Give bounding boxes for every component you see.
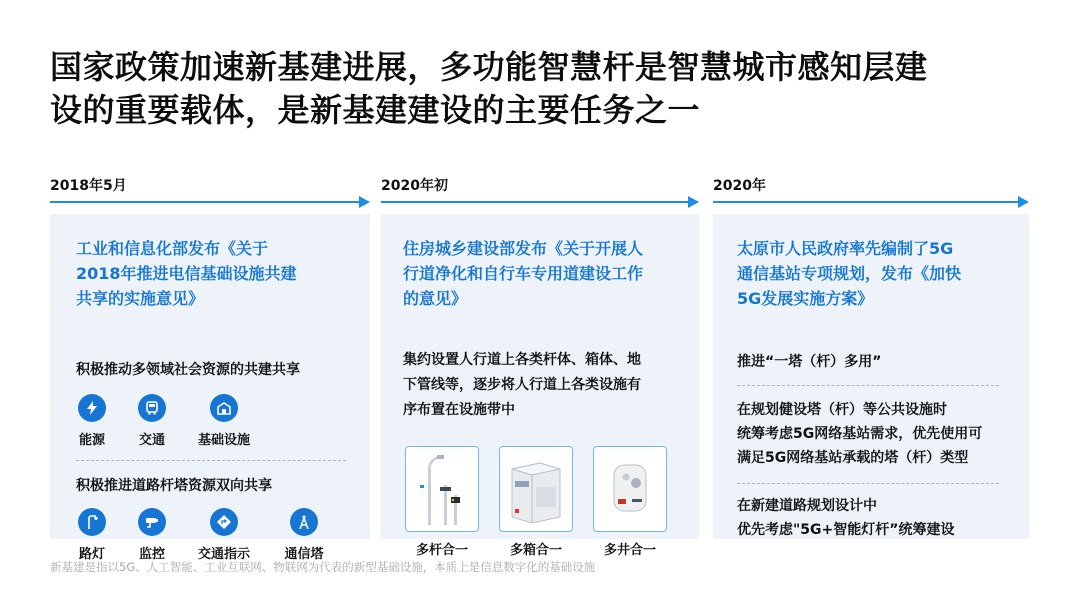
section-subtitle: 积极推动多领域社会资源的共建共享 [76, 362, 300, 378]
policy-title: 太原市人民政府率先编制了5G 通信基站专项规划，发布《加快 5G发展实施方案》 [737, 239, 962, 308]
policy-point: 在规划健设塔（杆）等公共设施时 统筹考虑5G网络基站需求，优先使用可 满足5G网络基站承载的塔（杆）类型 [737, 402, 983, 466]
footnote: 新基建是指以5G、人工智能、工业互联网、物联网为代表的新型基础设施，本质上是信息数字化的基础设施 [50, 560, 596, 574]
resource-item-traffic-sign: 交通指示 [196, 508, 252, 562]
policy-point: 在新建道路规划设计中 优先考虑"5G+智能灯杆”统筹建设 [737, 498, 955, 538]
infrastructure-icon [210, 394, 238, 422]
point-divider [737, 385, 999, 386]
section-subtitle: 积极推进道路杆塔资源双向共享 [76, 478, 272, 494]
tower-icon [290, 508, 318, 536]
product-multi-pole: 多杆合一 [405, 446, 479, 558]
resource-item-streetlight: 路灯 [76, 508, 108, 562]
policy-title: 工业和信息化部发布《关于 2018年推进电信基础设施共建 共享的实施意见》 [76, 239, 297, 308]
manhole-icon [593, 446, 667, 532]
traffic-icon [138, 394, 166, 422]
timeline-date: 2020年 [713, 178, 766, 194]
policy-body: 集约设置人行道上各类杆体、箱体、地 下管线等，逐步将人行道上各类设施有 序布置在设施带中 [403, 352, 641, 418]
page-title [50, 46, 1040, 132]
policy-card [50, 214, 370, 562]
title-line-2: 设的重要载体，是新基建建设的主要任务之一 [50, 91, 701, 129]
surveillance-icon [138, 508, 166, 536]
title-line-1: 国家政策加速新基建进展，多功能智慧杆是智慧城市感知层建 [50, 48, 928, 86]
timeline-date: 2020年初 [381, 178, 448, 194]
resource-item-surveillance: 监控 [136, 508, 168, 562]
timeline-arrow [381, 196, 699, 208]
policy-card [713, 214, 1029, 539]
policy-title: 住房城乡建设部发布《关于开展人 行道净化和自行车专用道建设工作 的意见》 [403, 239, 644, 308]
product-multi-manhole: 多井合一 [593, 446, 667, 558]
resource-item-traffic: 交通 [136, 394, 168, 448]
policy-card [381, 214, 699, 558]
point-divider [737, 483, 999, 484]
traffic-sign-icon [210, 508, 238, 536]
timeline-column-2018 [50, 176, 370, 562]
resource-item-energy: 能源 [76, 394, 108, 448]
timeline-date: 2018年5月 [50, 178, 127, 194]
cabinet-icon [499, 446, 573, 532]
timeline-column-2020 [713, 176, 1029, 539]
timeline-arrow [713, 196, 1029, 208]
streetlight-icon [78, 508, 106, 536]
section-divider [76, 460, 346, 461]
timeline-column-2020-early [381, 176, 699, 558]
timeline-arrow [50, 196, 370, 208]
smart-pole-icon [405, 446, 479, 532]
resource-item-tower: 通信塔 [280, 508, 328, 562]
energy-icon [78, 394, 106, 422]
product-multi-box: 多箱合一 [499, 446, 573, 558]
resource-item-infrastructure: 基础设施 [196, 394, 252, 448]
policy-point: 推进“一塔（杆）多用” [737, 354, 882, 370]
